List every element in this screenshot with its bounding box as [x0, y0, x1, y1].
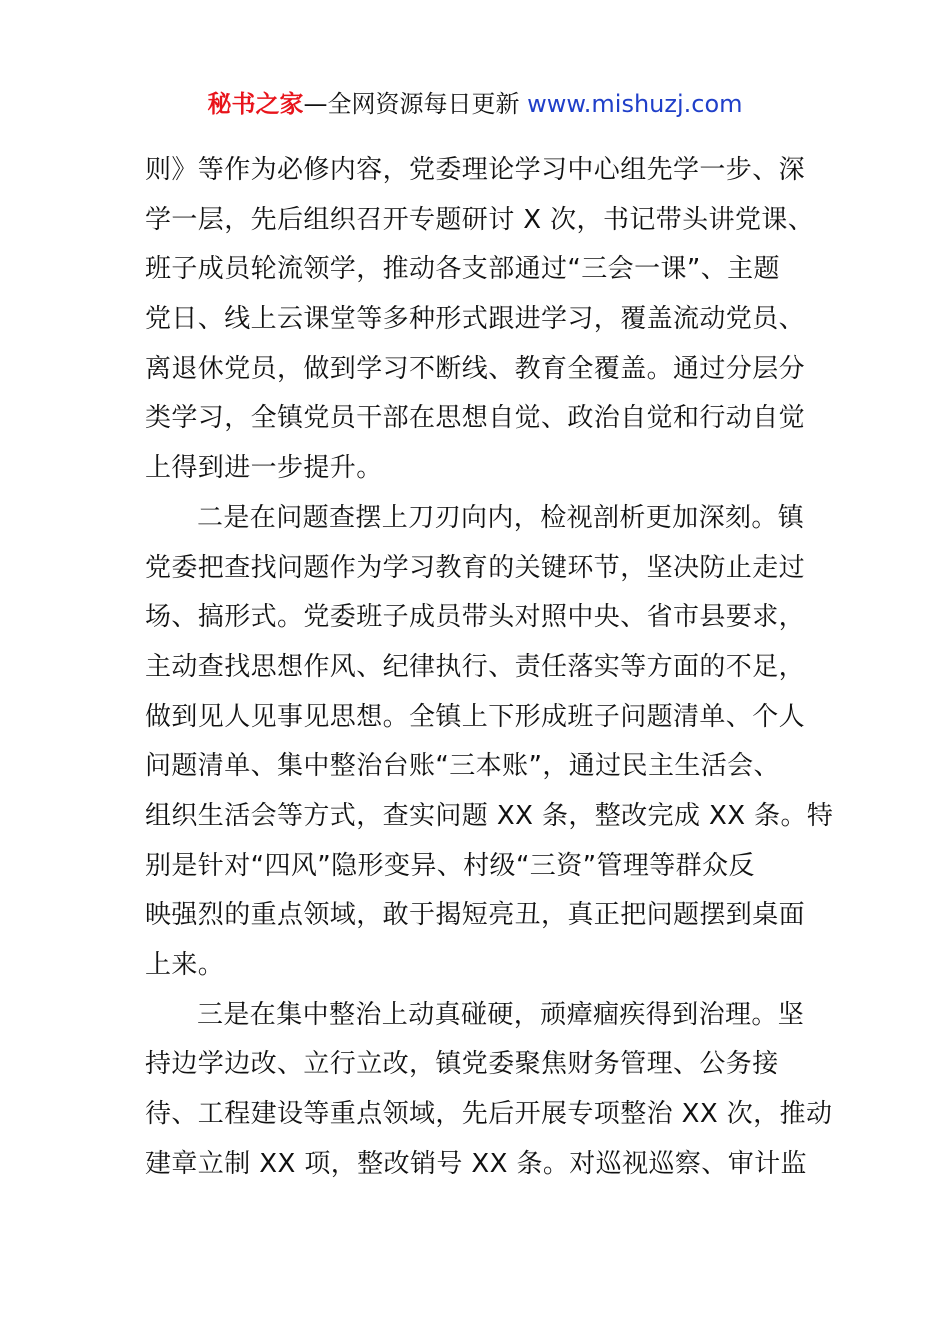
text-line: 映强烈的重点领域，敢于揭短亮丑，真正把问题摆到桌面 — [145, 900, 806, 931]
brand-name: 秘书之家 — [207, 90, 304, 118]
paragraph-start-line: 二是在问题查摆上刀刃向内，检视剖析更加深刻。镇 — [197, 502, 805, 533]
text-line: 组织生活会等方式，查实问题 XX 条，整改完成 XX 条。特 — [145, 800, 834, 831]
text-line: 则》等作为必修内容，党委理论学习中心组先学一步、深 — [145, 155, 806, 185]
text-line: 类学习，全镇党员干部在思想自觉、政治自觉和行动自觉 — [145, 403, 806, 434]
text-line: 做到见人见事见思想。全镇上下形成班子问题清单、个人 — [145, 701, 806, 732]
text-line: 班子成员轮流领学，推动各支部通过“三会一课”、主题 — [145, 254, 780, 285]
page-header — [0, 86, 950, 122]
text-line: 待、工程建设等重点领域，先后开展专项整治 XX 次，推动 — [145, 1099, 833, 1130]
text-line: 别是针对“四风”隐形变异、村级“三资”管理等群众反 — [145, 850, 755, 881]
text-line: 上得到进一步提升。 — [145, 453, 383, 484]
text-line: 党日、线上云课堂等多种形式跟进学习，覆盖流动党员、 — [145, 304, 806, 335]
text-line: 问题清单、集中整治台账“三本账”，通过民主生活会、 — [145, 751, 780, 782]
text-line: 离退休党员，做到学习不断线、教育全覆盖。通过分层分 — [145, 353, 806, 384]
text-line: 党委把查找问题作为学习教育的关键环节，坚决防止走过 — [145, 552, 806, 583]
text-line: 上来。 — [145, 950, 225, 980]
text-line: 主动查找思想作风、纪律执行、责任落实等方面的不足， — [145, 651, 806, 682]
header-url[interactable]: www.mishuzj.com — [527, 90, 743, 118]
body-text — [145, 146, 834, 1189]
header-tagline: —全网资源每日更新 — [303, 90, 528, 118]
paragraph-start-line: 三是在集中整治上动真碰硬，顽瘴痼疾得到治理。坚 — [197, 999, 805, 1030]
text-line: 建章立制 XX 项，整改销号 XX 条。对巡视巡察、审计监 — [145, 1148, 807, 1179]
text-line: 学一层，先后组织召开专题研讨 X 次，书记带头讲党课、 — [145, 204, 815, 235]
text-line: 持边学边改、立行立改，镇党委聚焦财务管理、公务接 — [145, 1049, 779, 1080]
text-line: 场、搞形式。党委班子成员带头对照中央、省市县要求， — [145, 602, 806, 633]
